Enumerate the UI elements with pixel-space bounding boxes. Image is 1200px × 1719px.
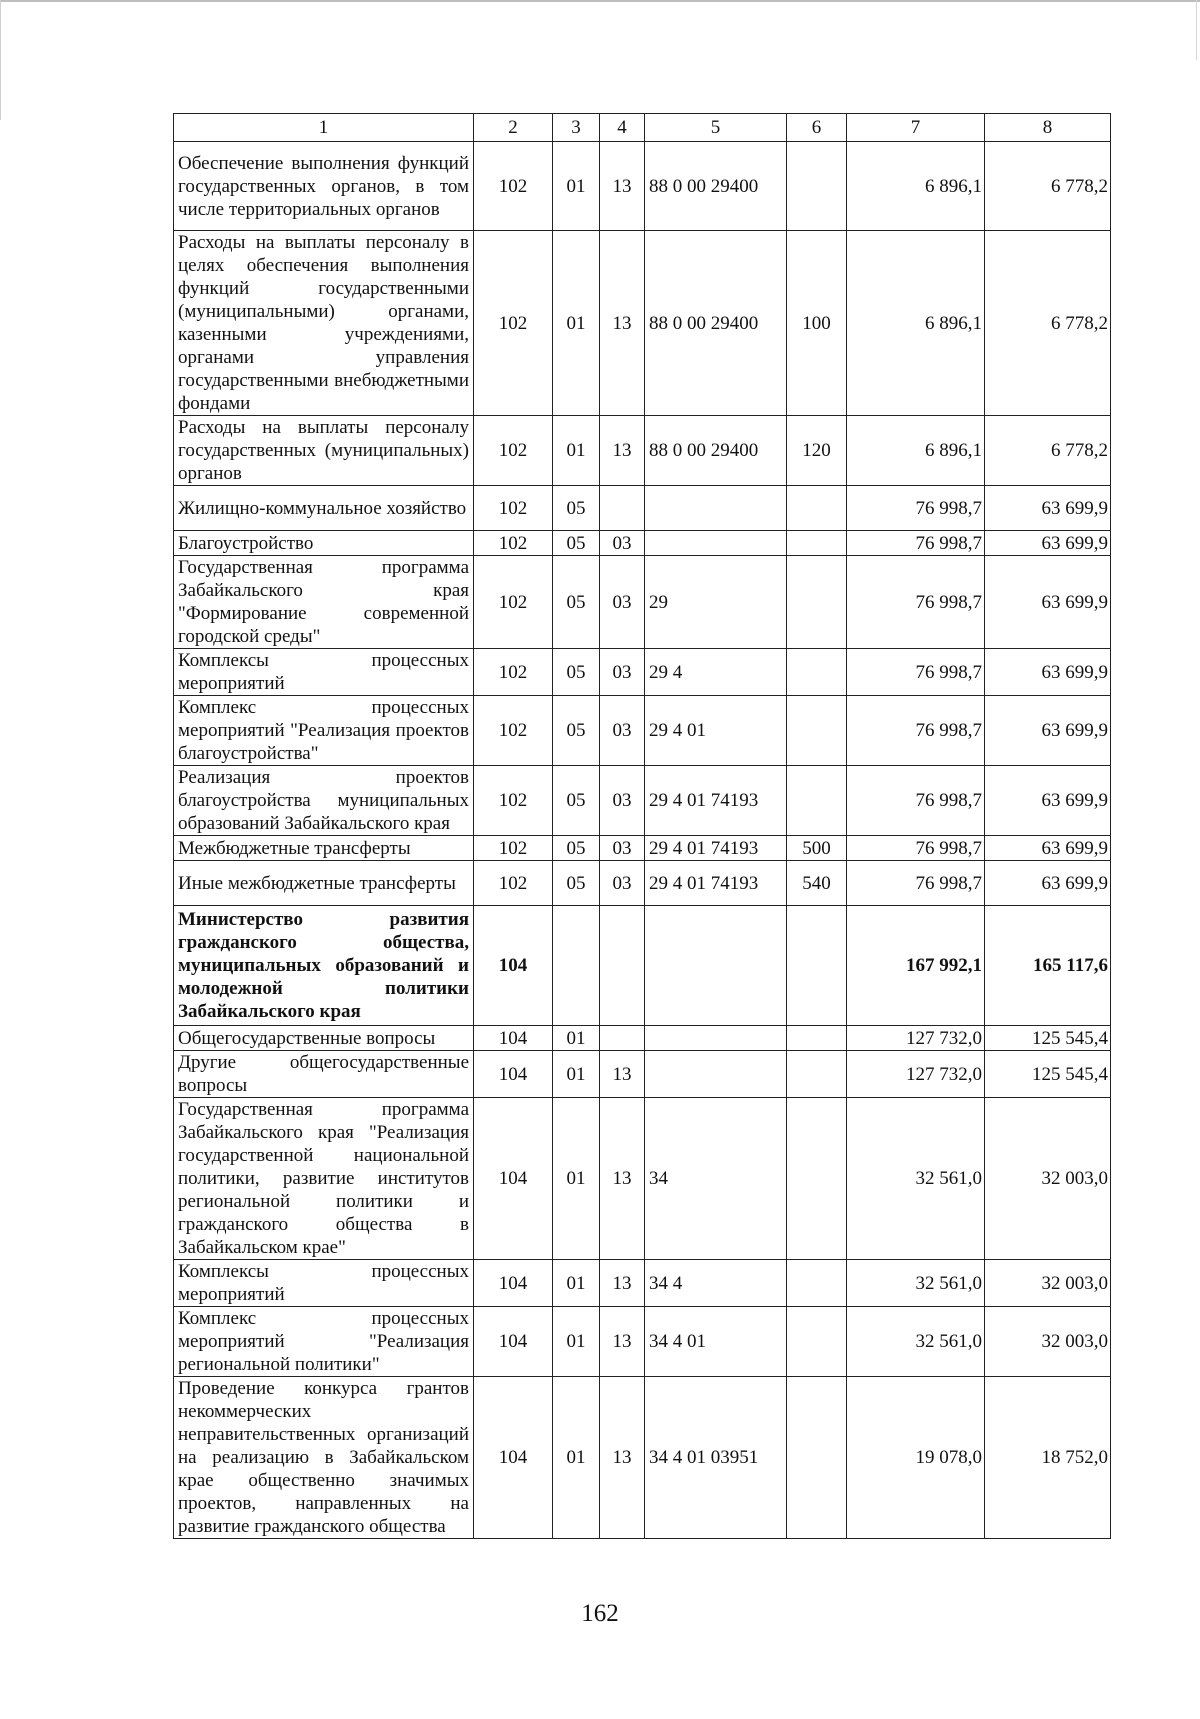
item-name-cell: Благоустройство bbox=[174, 531, 474, 556]
target-article-cell: 29 4 01 74193 bbox=[645, 861, 787, 906]
target-article-cell: 34 bbox=[645, 1098, 787, 1260]
subsection-code-cell: 03 bbox=[600, 861, 645, 906]
subsection-code-cell: 03 bbox=[600, 836, 645, 861]
amount-col8-cell: 32 003,0 bbox=[985, 1307, 1111, 1377]
amount-col7-cell: 167 992,1 bbox=[847, 906, 985, 1026]
item-name-cell: Комплексы процессных мероприятий bbox=[174, 1260, 474, 1307]
amount-col7-cell: 19 078,0 bbox=[847, 1377, 985, 1539]
section-code-cell: 01 bbox=[553, 1260, 600, 1307]
table-row bbox=[174, 142, 1111, 231]
header-cell: 5 bbox=[645, 114, 787, 142]
section-code-cell: 01 bbox=[553, 1377, 600, 1539]
expense-type-cell: 100 bbox=[787, 231, 847, 416]
header-cell: 4 bbox=[600, 114, 645, 142]
ministry-code-cell: 102 bbox=[474, 861, 553, 906]
subsection-code-cell: 13 bbox=[600, 231, 645, 416]
amount-col8-cell: 125 545,4 bbox=[985, 1051, 1111, 1098]
header-row bbox=[174, 114, 1111, 142]
scan-right-edge bbox=[1196, 0, 1197, 60]
target-article-cell bbox=[645, 1026, 787, 1051]
expense-type-cell bbox=[787, 1260, 847, 1307]
table-row bbox=[174, 486, 1111, 531]
ministry-code-cell: 102 bbox=[474, 416, 553, 486]
item-name-cell: Жилищно-коммунальное хозяйство bbox=[174, 486, 474, 531]
table-row bbox=[174, 416, 1111, 486]
section-code-cell: 01 bbox=[553, 142, 600, 231]
target-article-cell bbox=[645, 1051, 787, 1098]
target-article-cell bbox=[645, 486, 787, 531]
amount-col8-cell: 63 699,9 bbox=[985, 836, 1111, 861]
amount-col7-cell: 6 896,1 bbox=[847, 416, 985, 486]
amount-col7-cell: 127 732,0 bbox=[847, 1051, 985, 1098]
ministry-code-cell: 104 bbox=[474, 1377, 553, 1539]
section-code-cell: 05 bbox=[553, 836, 600, 861]
amount-col8-cell: 32 003,0 bbox=[985, 1098, 1111, 1260]
item-name-cell: Общегосударственные вопросы bbox=[174, 1026, 474, 1051]
ministry-code-cell: 102 bbox=[474, 766, 553, 836]
ministry-code-cell: 102 bbox=[474, 556, 553, 649]
item-name-cell: Обеспечение выполнения функций государственных органов, в том числе территориальных органов bbox=[174, 142, 474, 231]
target-article-cell: 29 bbox=[645, 556, 787, 649]
amount-col7-cell: 76 998,7 bbox=[847, 696, 985, 766]
amount-col8-cell: 63 699,9 bbox=[985, 696, 1111, 766]
target-article-cell bbox=[645, 531, 787, 556]
target-article-cell: 34 4 01 03951 bbox=[645, 1377, 787, 1539]
scan-left-edge bbox=[0, 0, 1, 120]
ministry-code-cell: 102 bbox=[474, 486, 553, 531]
target-article-cell: 88 0 00 29400 bbox=[645, 142, 787, 231]
subsection-code-cell: 13 bbox=[600, 1260, 645, 1307]
item-name-cell: Иные межбюджетные трансферты bbox=[174, 861, 474, 906]
amount-col8-cell: 63 699,9 bbox=[985, 649, 1111, 696]
amount-col7-cell: 76 998,7 bbox=[847, 531, 985, 556]
header-cell: 6 bbox=[787, 114, 847, 142]
amount-col7-cell: 76 998,7 bbox=[847, 836, 985, 861]
subsection-code-cell bbox=[600, 906, 645, 1026]
header-cell: 3 bbox=[553, 114, 600, 142]
table-row bbox=[174, 766, 1111, 836]
expense-type-cell: 120 bbox=[787, 416, 847, 486]
expense-type-cell bbox=[787, 1307, 847, 1377]
section-code-cell: 05 bbox=[553, 861, 600, 906]
item-name-cell: Государственная программа Забайкальского края "Реализация государственной национальной политики, развитие институтов региональной политики и гражданского общества в Забайкальском крае" bbox=[174, 1098, 474, 1260]
table-row bbox=[174, 1260, 1111, 1307]
amount-col7-cell: 32 561,0 bbox=[847, 1307, 985, 1377]
section-code-cell: 05 bbox=[553, 766, 600, 836]
expense-type-cell: 500 bbox=[787, 836, 847, 861]
amount-col7-cell: 6 896,1 bbox=[847, 231, 985, 416]
expense-type-cell bbox=[787, 486, 847, 531]
table-row bbox=[174, 556, 1111, 649]
subsection-code-cell: 03 bbox=[600, 556, 645, 649]
amount-col7-cell: 76 998,7 bbox=[847, 486, 985, 531]
ministry-code-cell: 104 bbox=[474, 1026, 553, 1051]
amount-col8-cell: 165 117,6 bbox=[985, 906, 1111, 1026]
target-article-cell bbox=[645, 906, 787, 1026]
page-number: 162 bbox=[581, 1600, 619, 1627]
item-name-cell: Другие общегосударственные вопросы bbox=[174, 1051, 474, 1098]
expense-type-cell bbox=[787, 766, 847, 836]
table-row bbox=[174, 861, 1111, 906]
section-code-cell: 01 bbox=[553, 1098, 600, 1260]
expense-type-cell bbox=[787, 1377, 847, 1539]
section-code-cell: 01 bbox=[553, 416, 600, 486]
amount-col8-cell: 32 003,0 bbox=[985, 1260, 1111, 1307]
amount-col8-cell: 63 699,9 bbox=[985, 861, 1111, 906]
amount-col7-cell: 76 998,7 bbox=[847, 556, 985, 649]
subsection-code-cell: 03 bbox=[600, 696, 645, 766]
table-row bbox=[174, 1098, 1111, 1260]
subsection-code-cell: 13 bbox=[600, 142, 645, 231]
section-code-cell: 01 bbox=[553, 231, 600, 416]
item-name-cell: Проведение конкурса грантов некоммерческих неправительственных организаций на реализацию в Забайкальском крае общественно значимых проектов, направленных на развитие гражданского общества bbox=[174, 1377, 474, 1539]
subsection-code-cell: 03 bbox=[600, 649, 645, 696]
amount-col8-cell: 63 699,9 bbox=[985, 486, 1111, 531]
expense-type-cell bbox=[787, 906, 847, 1026]
expense-type-cell bbox=[787, 1026, 847, 1051]
section-code-cell: 05 bbox=[553, 649, 600, 696]
amount-col8-cell: 6 778,2 bbox=[985, 231, 1111, 416]
table-row bbox=[174, 836, 1111, 861]
ministry-code-cell: 104 bbox=[474, 1051, 553, 1098]
subsection-code-cell: 13 bbox=[600, 1098, 645, 1260]
amount-col7-cell: 76 998,7 bbox=[847, 649, 985, 696]
table-row bbox=[174, 649, 1111, 696]
item-name-cell: Комплексы процессных мероприятий bbox=[174, 649, 474, 696]
item-name-cell: Реализация проектов благоустройства муниципальных образований Забайкальского края bbox=[174, 766, 474, 836]
subsection-code-cell: 03 bbox=[600, 531, 645, 556]
section-code-cell: 05 bbox=[553, 531, 600, 556]
section-code-cell: 01 bbox=[553, 1051, 600, 1098]
table-row bbox=[174, 531, 1111, 556]
header-cell: 1 bbox=[174, 114, 474, 142]
item-name-cell: Комплекс процессных мероприятий "Реализация региональной политики" bbox=[174, 1307, 474, 1377]
section-code-cell: 05 bbox=[553, 556, 600, 649]
item-name-cell: Межбюджетные трансферты bbox=[174, 836, 474, 861]
amount-col8-cell: 18 752,0 bbox=[985, 1377, 1111, 1539]
ministry-code-cell: 102 bbox=[474, 836, 553, 861]
expense-type-cell: 540 bbox=[787, 861, 847, 906]
amount-col8-cell: 6 778,2 bbox=[985, 416, 1111, 486]
amount-col8-cell: 6 778,2 bbox=[985, 142, 1111, 231]
section-code-cell: 05 bbox=[553, 486, 600, 531]
amount-col7-cell: 32 561,0 bbox=[847, 1260, 985, 1307]
target-article-cell: 34 4 bbox=[645, 1260, 787, 1307]
subsection-code-cell: 03 bbox=[600, 766, 645, 836]
section-code-cell bbox=[553, 906, 600, 1026]
table-row bbox=[174, 1307, 1111, 1377]
ministry-code-cell: 102 bbox=[474, 231, 553, 416]
ministry-code-cell: 104 bbox=[474, 1098, 553, 1260]
subsection-code-cell: 13 bbox=[600, 1377, 645, 1539]
amount-col7-cell: 6 896,1 bbox=[847, 142, 985, 231]
target-article-cell: 34 4 01 bbox=[645, 1307, 787, 1377]
budget-table bbox=[173, 113, 1111, 1539]
target-article-cell: 29 4 01 bbox=[645, 696, 787, 766]
item-name-cell: Расходы на выплаты персоналу в целях обеспечения выполнения функций государственными (муниципальными) органами, казенными учреждениями, органами управления государственными внебюджетными фондами bbox=[174, 231, 474, 416]
target-article-cell: 88 0 00 29400 bbox=[645, 231, 787, 416]
subsection-code-cell: 13 bbox=[600, 416, 645, 486]
section-code-cell: 01 bbox=[553, 1307, 600, 1377]
table-row bbox=[174, 906, 1111, 1026]
amount-col7-cell: 127 732,0 bbox=[847, 1026, 985, 1051]
expense-type-cell bbox=[787, 531, 847, 556]
target-article-cell: 29 4 01 74193 bbox=[645, 836, 787, 861]
ministry-code-cell: 102 bbox=[474, 696, 553, 766]
ministry-code-cell: 104 bbox=[474, 1260, 553, 1307]
ministry-code-cell: 102 bbox=[474, 142, 553, 231]
subsection-code-cell bbox=[600, 486, 645, 531]
subsection-code-cell: 13 bbox=[600, 1307, 645, 1377]
ministry-code-cell: 104 bbox=[474, 1307, 553, 1377]
item-name-cell: Государственная программа Забайкальского края "Формирование современной городской среды" bbox=[174, 556, 474, 649]
scan-top-edge bbox=[0, 0, 1200, 2]
target-article-cell: 88 0 00 29400 bbox=[645, 416, 787, 486]
expense-type-cell bbox=[787, 142, 847, 231]
header-cell: 2 bbox=[474, 114, 553, 142]
section-code-cell: 05 bbox=[553, 696, 600, 766]
item-name-cell: Расходы на выплаты персоналу государственных (муниципальных) органов bbox=[174, 416, 474, 486]
amount-col7-cell: 32 561,0 bbox=[847, 1098, 985, 1260]
table-row bbox=[174, 231, 1111, 416]
ministry-code-cell: 102 bbox=[474, 649, 553, 696]
ministry-code-cell: 104 bbox=[474, 906, 553, 1026]
table-row bbox=[174, 1377, 1111, 1539]
section-code-cell: 01 bbox=[553, 1026, 600, 1051]
amount-col8-cell: 63 699,9 bbox=[985, 556, 1111, 649]
item-name-cell: Министерство развития гражданского общества, муниципальных образований и молодежной политики Забайкальского края bbox=[174, 906, 474, 1026]
expense-type-cell bbox=[787, 1098, 847, 1260]
header-cell: 8 bbox=[985, 114, 1111, 142]
amount-col7-cell: 76 998,7 bbox=[847, 766, 985, 836]
expense-type-cell bbox=[787, 1051, 847, 1098]
item-name-cell: Комплекс процессных мероприятий "Реализация проектов благоустройства" bbox=[174, 696, 474, 766]
target-article-cell: 29 4 bbox=[645, 649, 787, 696]
header-cell: 7 bbox=[847, 114, 985, 142]
amount-col8-cell: 63 699,9 bbox=[985, 766, 1111, 836]
amount-col8-cell: 125 545,4 bbox=[985, 1026, 1111, 1051]
expense-type-cell bbox=[787, 696, 847, 766]
amount-col8-cell: 63 699,9 bbox=[985, 531, 1111, 556]
expense-type-cell bbox=[787, 556, 847, 649]
table-row bbox=[174, 696, 1111, 766]
ministry-code-cell: 102 bbox=[474, 531, 553, 556]
table-row bbox=[174, 1051, 1111, 1098]
target-article-cell: 29 4 01 74193 bbox=[645, 766, 787, 836]
budget-table-body bbox=[174, 114, 1111, 1539]
subsection-code-cell bbox=[600, 1026, 645, 1051]
table-row bbox=[174, 1026, 1111, 1051]
amount-col7-cell: 76 998,7 bbox=[847, 861, 985, 906]
expense-type-cell bbox=[787, 649, 847, 696]
subsection-code-cell: 13 bbox=[600, 1051, 645, 1098]
